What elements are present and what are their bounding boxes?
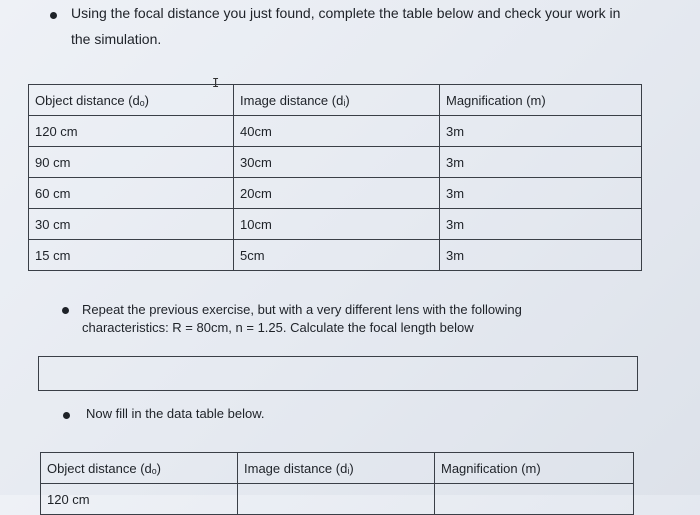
cell-object-distance[interactable]: 15 cm [29, 240, 234, 271]
header-magnification: Magnification (m) [435, 453, 634, 484]
cell-magnification[interactable]: 3m [440, 178, 642, 209]
cell-magnification[interactable]: 3m [440, 147, 642, 178]
table-header-row [29, 85, 642, 116]
intro-text [71, 0, 671, 52]
cell-object-distance[interactable]: 120 cm [41, 484, 238, 515]
repeat-text [82, 301, 642, 337]
header-object-distance: Object distance (dₒ) [41, 453, 238, 484]
table-row [29, 240, 642, 271]
cell-object-distance[interactable]: 60 cm [29, 178, 234, 209]
cell-image-distance[interactable]: 5cm [234, 240, 440, 271]
header-object-distance: Object distance (dₒ) [29, 85, 234, 116]
intro-line-2: the simulation. [71, 31, 162, 47]
cell-image-distance[interactable]: 30cm [234, 147, 440, 178]
bullet-fill [63, 412, 70, 419]
cell-object-distance[interactable]: 30 cm [29, 209, 234, 240]
cell-magnification[interactable] [435, 484, 634, 515]
header-image-distance: Image distance (dᵢ) [234, 85, 440, 116]
fill-instruction: Now fill in the data table below. [86, 406, 265, 421]
text-cursor-icon: I [212, 76, 220, 90]
repeat-line-2: characteristics: R = 80cm, n = 1.25. Calculate the focal length below [82, 320, 474, 335]
cell-image-distance[interactable]: 40cm [234, 116, 440, 147]
table-row [29, 209, 642, 240]
cell-image-distance[interactable] [238, 484, 435, 515]
bullet-intro [50, 12, 57, 19]
cell-object-distance[interactable]: 120 cm [29, 116, 234, 147]
header-magnification: Magnification (m) [440, 85, 642, 116]
focal-length-answer-box[interactable] [38, 356, 638, 391]
cell-object-distance[interactable]: 90 cm [29, 147, 234, 178]
cell-magnification[interactable]: 3m [440, 240, 642, 271]
intro-line-1: Using the focal distance you just found, complete the table below and check your work in [71, 5, 621, 21]
repeat-line-1: Repeat the previous exercise, but with a very different lens with the following [82, 302, 522, 317]
cell-magnification[interactable]: 3m [440, 116, 642, 147]
cell-magnification[interactable]: 3m [440, 209, 642, 240]
table-header-row [41, 453, 634, 484]
bullet-repeat [62, 307, 69, 314]
data-table-1 [28, 84, 642, 271]
table-row [29, 147, 642, 178]
data-table-2 [40, 452, 634, 515]
cell-image-distance[interactable]: 10cm [234, 209, 440, 240]
cell-image-distance[interactable]: 20cm [234, 178, 440, 209]
table-row [29, 178, 642, 209]
table-row [41, 484, 634, 515]
header-image-distance: Image distance (dᵢ) [238, 453, 435, 484]
table-row [29, 116, 642, 147]
